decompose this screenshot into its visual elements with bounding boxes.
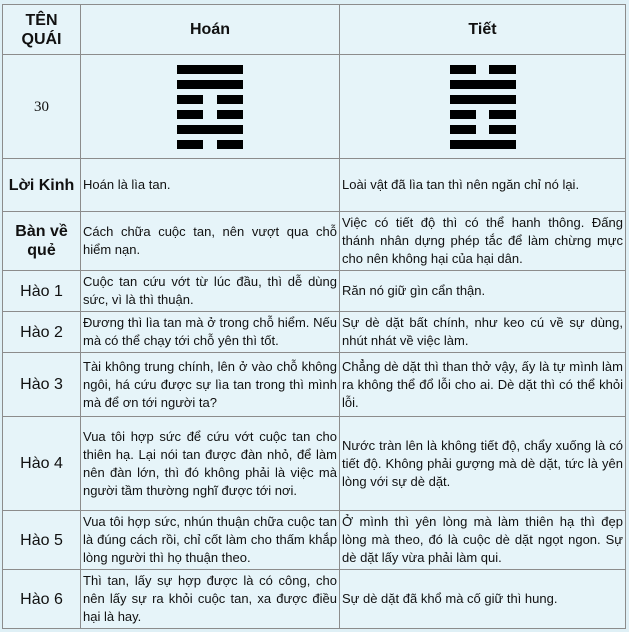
header-row — [3, 5, 626, 55]
yin-line — [450, 65, 516, 74]
row-label: Hào 1 — [3, 271, 81, 312]
hoan-cell: Đương thì lìa tan mà ở trong chỗ hiểm. Nếu mà có thể chạy tới chỗ yên thì tốt. — [81, 312, 340, 353]
hoan-cell: Hoán là lìa tan. — [81, 159, 340, 212]
yin-line — [450, 110, 516, 119]
yang-line — [450, 80, 516, 89]
hexagram-number: 30 — [3, 55, 81, 159]
table-row — [3, 511, 626, 570]
table-row — [3, 570, 626, 629]
row-label: Hào 5 — [3, 511, 81, 570]
yin-line — [450, 125, 516, 134]
row-label: Hào 6 — [3, 570, 81, 629]
table-row — [3, 417, 626, 511]
hexagram-comparison-table — [2, 4, 626, 629]
hoan-hexagram-cell — [81, 55, 340, 159]
yin-line — [177, 95, 243, 104]
table-row — [3, 159, 626, 212]
tiet-cell: Ở mình thì yên lòng mà làm thiên hạ thì đẹp lòng mà theo, đó là cuộc dè dặt ngọt ngon. Sự dè dặt lấy vừa phải làm qui. — [340, 511, 626, 570]
tiet-cell: Sự dè dặt đã khổ mà cố giữ thì hung. — [340, 570, 626, 629]
row-label: Bàn về quẻ — [3, 212, 81, 271]
yin-line — [177, 140, 243, 149]
table-row — [3, 353, 626, 417]
ten-quai-header: TÊN QUÁI — [3, 5, 81, 55]
hoan-cell: Thì tan, lấy sự hợp được là có công, cho nên lấy sự ra khỏi cuộc tan, xa được điều hại là hay. — [81, 570, 340, 629]
yang-line — [450, 95, 516, 104]
tiet-cell: Loài vật đã lìa tan thì nên ngăn chỉ nó lại. — [340, 159, 626, 212]
table-row — [3, 271, 626, 312]
row-label: Lời Kinh — [3, 159, 81, 212]
hexagram-row — [3, 55, 626, 159]
tiet-cell: Chẳng dè dặt thì than thở vậy, ấy là tự mình làm ra không thể đổ lỗi cho ai. Dè dặt thì có thể khỏi lỗi. — [340, 353, 626, 417]
hoan-header: Hoán — [81, 5, 340, 55]
tiet-hexagram-cell — [340, 55, 626, 159]
tiet-cell: Sự dè dặt bất chính, như keo cú về sự dùng, nhút nhát về việc làm. — [340, 312, 626, 353]
hoan-cell: Vua tôi hợp sức để cứu vớt cuộc tan cho thiên hạ. Lại nói tan được đàn nhỏ, để làm nên đàn lớn, thì đó không phải là việc mà người tầm thường nghĩ được tới nơi. — [81, 417, 340, 511]
yang-line — [177, 65, 243, 74]
row-label: Hào 3 — [3, 353, 81, 417]
tiet-cell: Việc có tiết độ thì có thể hanh thông. Đấng thánh nhân dựng phép tắc để làm chừng mực cho nên không hại của hại dân. — [340, 212, 626, 271]
hoan-cell: Cuộc tan cứu vớt từ lúc đầu, thì dễ dùng sức, vì là thì thuận. — [81, 271, 340, 312]
hoan-cell: Vua tôi hợp sức, nhún thuận chữa cuộc tan là đúng cách rồi, chỉ cốt làm cho thấm khắp lòng người thì họ thuận theo. — [81, 511, 340, 570]
table-row — [3, 312, 626, 353]
hoan-hexagram-icon — [177, 65, 243, 149]
yin-line — [177, 110, 243, 119]
table-row — [3, 212, 626, 271]
yang-line — [450, 140, 516, 149]
yang-line — [177, 80, 243, 89]
tiet-cell: Nước tràn lên là không tiết độ, chẩy xuống là có tiết độ. Không phải gượng mà dè dặt, tức là yên lòng với sự dè dặt. — [340, 417, 626, 511]
row-label: Hào 2 — [3, 312, 81, 353]
tiet-header: Tiết — [340, 5, 626, 55]
hoan-cell: Tài không trung chính, lên ở vào chỗ không ngôi, há cứu được sự lìa tan trong thì mình mà để ơn tới người ta? — [81, 353, 340, 417]
tiet-cell: Răn nó giữ gìn cẩn thận. — [340, 271, 626, 312]
hoan-cell: Cách chữa cuộc tan, nên vượt qua chỗ hiểm nạn. — [81, 212, 340, 271]
tiet-hexagram-icon — [450, 65, 516, 149]
yang-line — [177, 125, 243, 134]
row-label: Hào 4 — [3, 417, 81, 511]
